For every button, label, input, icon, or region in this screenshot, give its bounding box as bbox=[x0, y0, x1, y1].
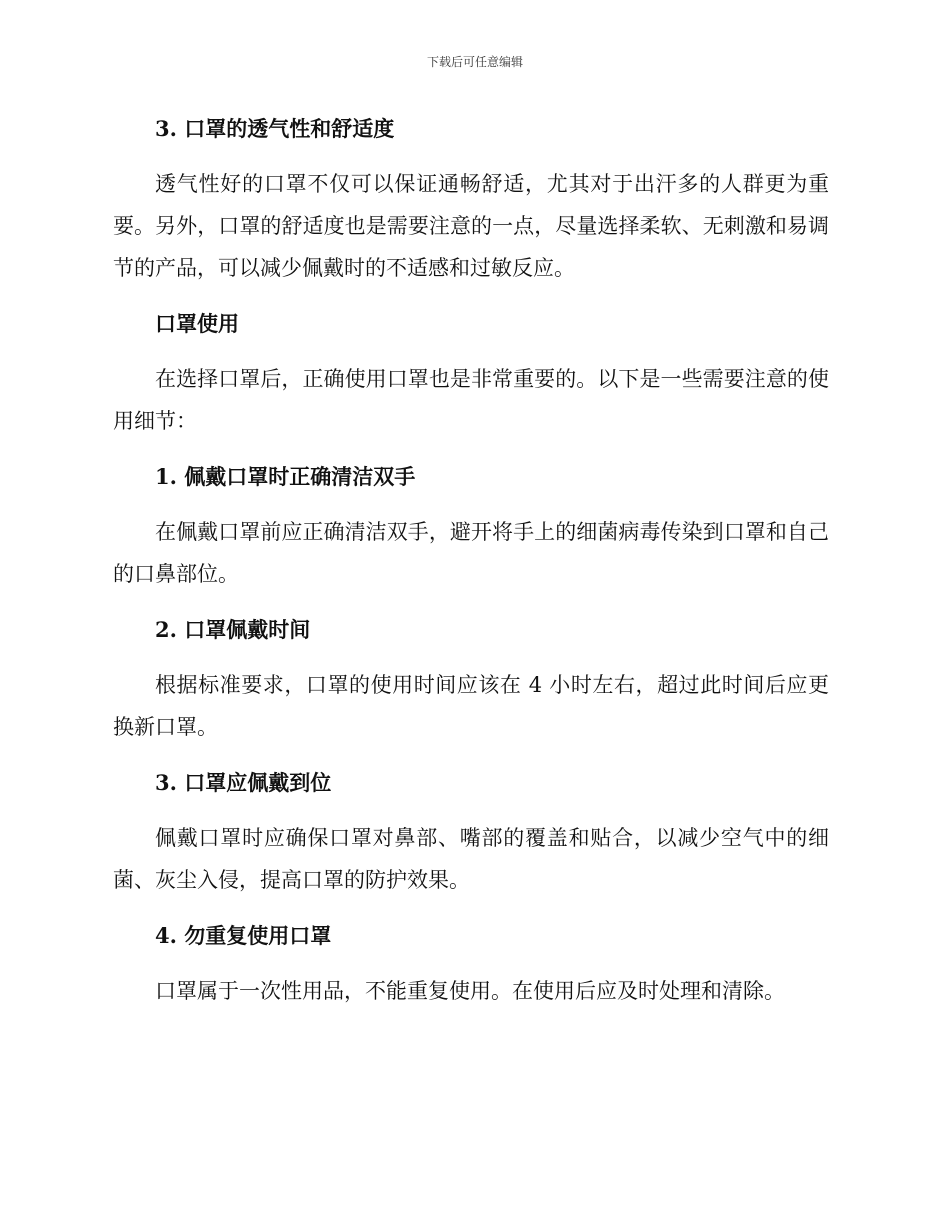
page-header: 下载后可任意编辑 bbox=[426, 55, 523, 69]
section-heading: 1. 佩戴口罩时正确清洁双手 bbox=[155, 464, 416, 489]
section-paragraph: 在选择口罩后，正确使用口罩也是非常重要的。以下是一些需要注意的使用细节： bbox=[113, 367, 829, 433]
section-paragraph: 口罩属于一次性用品，不能重复使用。在使用后应及时处理和清除。 bbox=[155, 979, 785, 1003]
section-heading: 3. 口罩的透气性和舒适度 bbox=[155, 116, 395, 141]
document-body bbox=[113, 110, 829, 1012]
section-heading: 口罩使用 bbox=[155, 311, 239, 336]
section-heading: 3. 口罩应佩戴到位 bbox=[155, 770, 332, 795]
section-paragraph: 在佩戴口罩前应正确清洁双手，避开将手上的细菌病毒传染到口罩和自己的口鼻部位。 bbox=[113, 520, 829, 586]
section-paragraph: 根据标准要求，口罩的使用时间应该在 4 小时左右，超过此时间后应更换新口罩。 bbox=[113, 673, 829, 739]
section-heading: 2. 口罩佩戴时间 bbox=[155, 617, 311, 642]
section-heading: 4. 勿重复使用口罩 bbox=[155, 923, 332, 948]
section-paragraph: 佩戴口罩时应确保口罩对鼻部、嘴部的覆盖和贴合，以减少空气中的细菌、灰尘入侵，提高口罩的防护效果。 bbox=[113, 826, 829, 892]
section-paragraph: 透气性好的口罩不仅可以保证通畅舒适，尤其对于出汗多的人群更为重要。另外，口罩的舒适度也是需要注意的一点，尽量选择柔软、无刺激和易调节的产品，可以减少佩戴时的不适感和过敏反应。 bbox=[113, 172, 829, 280]
